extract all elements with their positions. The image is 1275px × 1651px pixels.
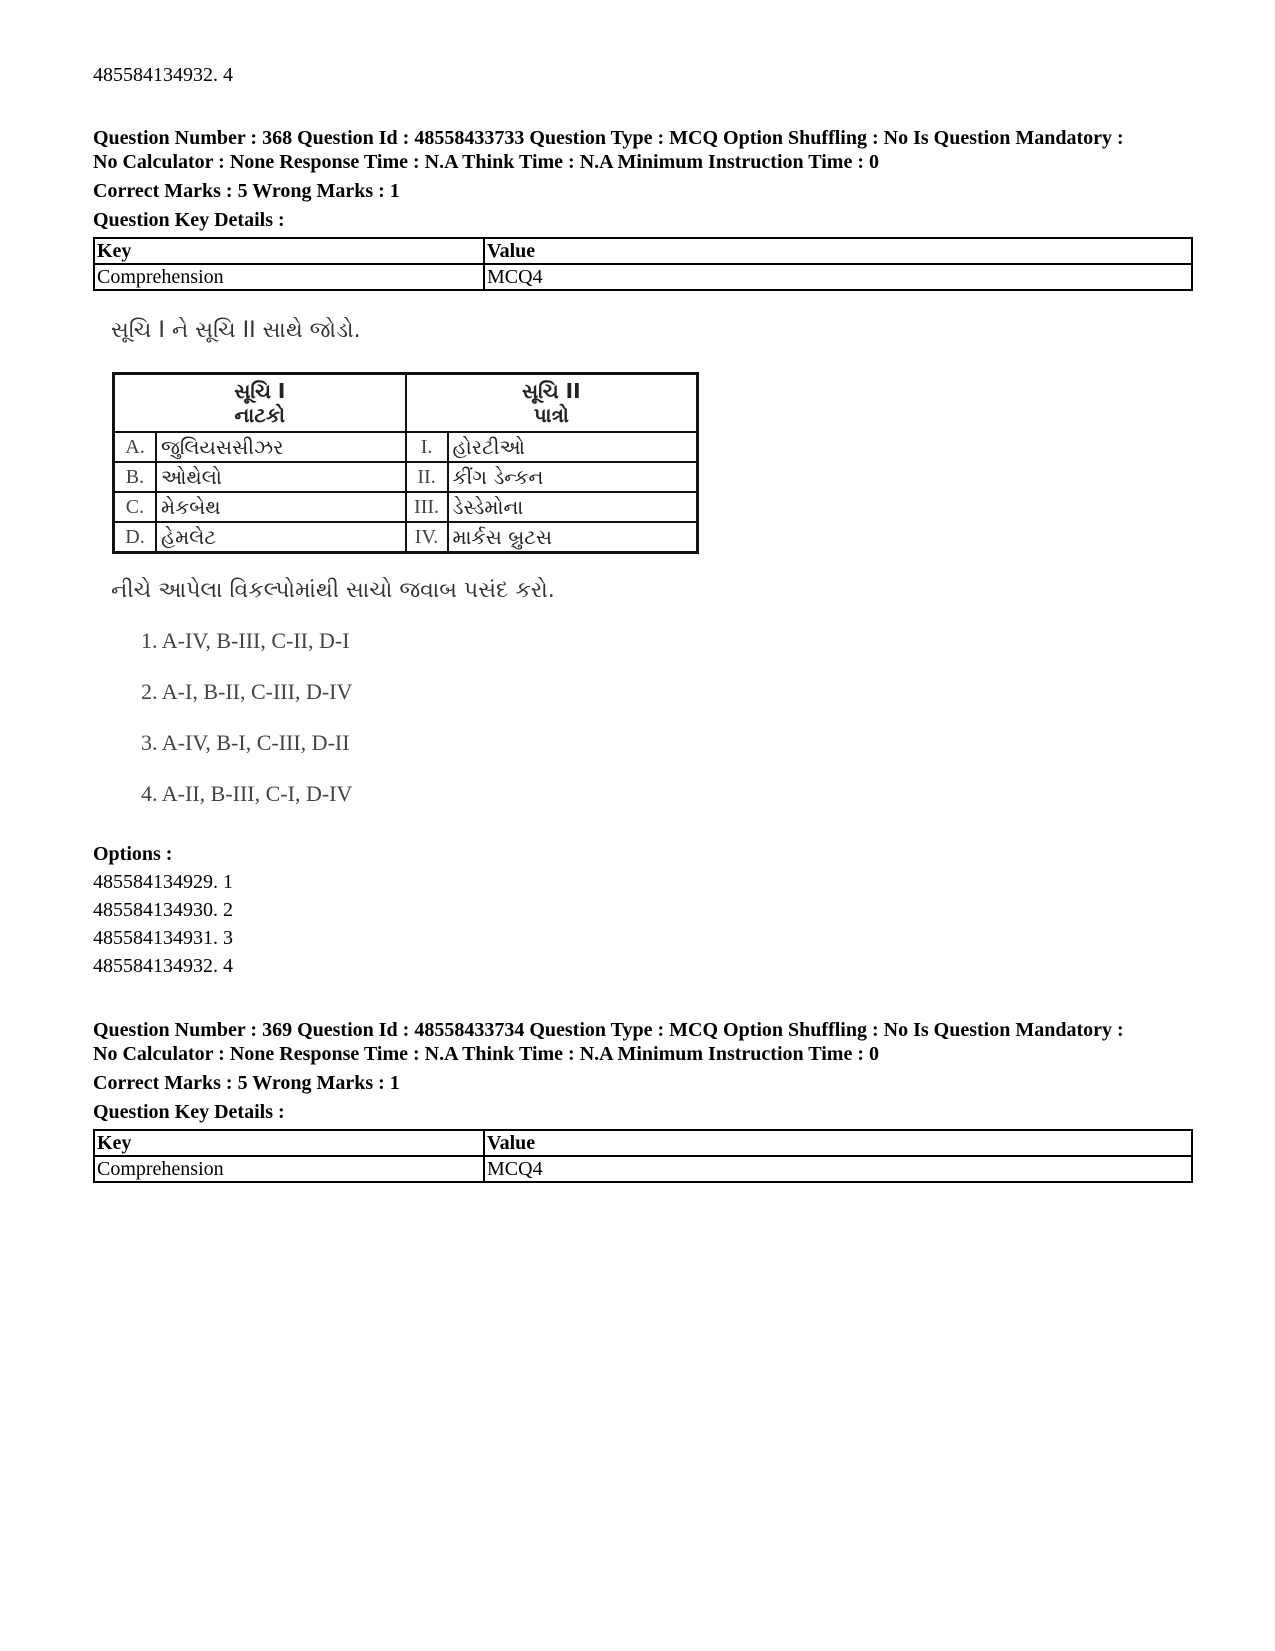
list2-subtitle: પાત્રો: [533, 403, 569, 427]
question-image: [93, 310, 713, 830]
question-header-line2: No Calculator : None Response Time : N.A Think Time : N.A Minimum Instruction Time : 0: [93, 1043, 879, 1065]
key-details-label: Question Key Details :: [93, 209, 285, 231]
match-header-row: [114, 374, 698, 433]
list1-label: C.: [114, 492, 156, 522]
marks-line: Correct Marks : 5 Wrong Marks : 1: [93, 1072, 400, 1094]
question-header-line2: No Calculator : None Response Time : N.A Think Time : N.A Minimum Instruction Time : 0: [93, 151, 879, 173]
list2-item: માર્કસ બ્રુટસ: [448, 522, 698, 553]
key-value-table: [93, 237, 1193, 291]
question-header-line1: Question Number : 368 Question Id : 48558433733 Question Type : MCQ Option Shuffling : No Is Question Mandatory :: [93, 127, 1124, 149]
list2-item: હોરટીઓ: [448, 432, 698, 462]
value-cell: MCQ4: [484, 1156, 1192, 1182]
choose-answer-instruction: નીચે આપેલા વિકલ્પોમાંથી સાચો જવાબ પસંદ કરો.: [111, 578, 555, 603]
list1-subtitle: નાટકો: [234, 403, 286, 427]
table-header-row: [94, 1130, 1192, 1156]
option-line: 485584134932. 4: [93, 955, 233, 977]
list2-label: II.: [406, 462, 448, 492]
key-details-label: Question Key Details :: [93, 1101, 285, 1123]
option-line: 485584134930. 2: [93, 899, 233, 921]
match-row: [114, 522, 698, 553]
list1-item: ઓથેલો: [156, 462, 406, 492]
value-cell: MCQ4: [484, 264, 1192, 290]
option-line: 485584134931. 3: [93, 927, 233, 949]
list2-item: ડેસ્ડેમોના: [448, 492, 698, 522]
match-row: [114, 432, 698, 462]
question-368-block: [93, 126, 1193, 291]
list2-label: I.: [406, 432, 448, 462]
list1-title: સૂચિ I: [234, 379, 286, 403]
answer-choice: 3. A-IV, B-I, C-III, D-II: [141, 730, 350, 755]
list1-item: હેમલેટ: [156, 522, 406, 553]
answer-choice: 2. A-I, B-II, C-III, D-IV: [141, 679, 353, 704]
table-row: [94, 1156, 1192, 1182]
option-line: 485584134929. 1: [93, 871, 233, 893]
key-header-cell: Key: [94, 1130, 484, 1156]
list1-label: B.: [114, 462, 156, 492]
key-cell: Comprehension: [94, 264, 484, 290]
list2-label: IV.: [406, 522, 448, 553]
key-header-cell: Key: [94, 238, 484, 264]
list2-label: III.: [406, 492, 448, 522]
match-instruction: સૂચિ I ને સૂચિ II સાથે જોડો.: [111, 318, 361, 343]
question-header-line1: Question Number : 369 Question Id : 48558433734 Question Type : MCQ Option Shuffling : No Is Question Mandatory :: [93, 1019, 1124, 1041]
list1-item: જુલિયસસીઝર: [156, 432, 406, 462]
list2-item: કીંગ ડેન્કન: [448, 462, 698, 492]
key-cell: Comprehension: [94, 1156, 484, 1182]
key-value-table: [93, 1129, 1193, 1183]
match-table: [112, 372, 699, 554]
options-label: Options :: [93, 843, 173, 865]
table-row: [94, 264, 1192, 290]
list1-label: D.: [114, 522, 156, 553]
answer-choice: 4. A-II, B-III, C-I, D-IV: [141, 781, 353, 806]
previous-option-line: 485584134932. 4: [93, 64, 233, 86]
question-369-block: [93, 1018, 1193, 1183]
match-row: [114, 462, 698, 492]
value-header-cell: Value: [484, 1130, 1192, 1156]
list1-item: મેકબેથ: [156, 492, 406, 522]
marks-line: Correct Marks : 5 Wrong Marks : 1: [93, 180, 400, 202]
list1-header: [114, 374, 406, 433]
table-header-row: [94, 238, 1192, 264]
answer-choice: 1. A-IV, B-III, C-II, D-I: [141, 628, 350, 653]
list2-title: સૂચિ II: [521, 379, 581, 403]
list1-label: A.: [114, 432, 156, 462]
match-row: [114, 492, 698, 522]
list2-header: [406, 374, 698, 433]
value-header-cell: Value: [484, 238, 1192, 264]
